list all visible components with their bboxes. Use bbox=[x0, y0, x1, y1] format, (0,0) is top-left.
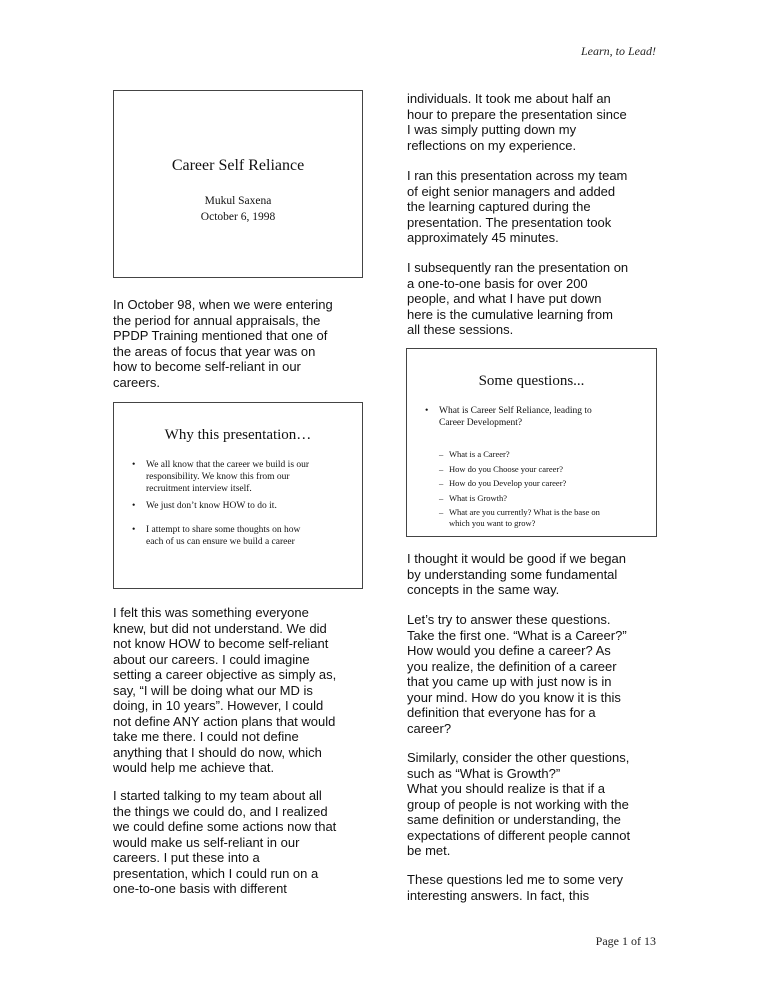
bullet-text: We all know that the career we build is our responsibility. We know this from our recruitment interview itself. bbox=[146, 460, 310, 494]
slide-sub-item bbox=[439, 493, 649, 504]
dash-icon: – bbox=[439, 449, 444, 459]
page-number: Page 1 of 13 bbox=[595, 934, 656, 948]
slide-bullet bbox=[425, 405, 650, 429]
slide-title: Career Self Reliance bbox=[171, 157, 305, 174]
left-paragraph-3: I started talking to my team about all the things we could do, and I realized we could define some actions now that would make us self-reliant in our careers. I put these into a presentation, which I could run on a one-to-one basis with different bbox=[113, 788, 337, 896]
slide-date: October 6, 1998 bbox=[200, 211, 276, 223]
slide-some-questions bbox=[406, 348, 657, 537]
slide-sub-item bbox=[439, 507, 649, 529]
right-paragraph-4: I thought it would be good if we began by understanding some fundamental concepts in the same way. bbox=[407, 551, 626, 597]
bullet-icon: • bbox=[425, 406, 429, 416]
dash-icon: – bbox=[439, 463, 444, 474]
sub-item-text: What is a Career? bbox=[449, 449, 510, 459]
sub-item-text: How do you Develop your career? bbox=[449, 478, 567, 488]
bullet-text: What is Career Self Reliance, leading to Career Development? bbox=[439, 406, 592, 428]
slide-author: Mukul Saxena bbox=[204, 195, 272, 207]
right-paragraph-5: Let’s try to answer these questions. Take the first one. “What is a Career?” How would you define a career? As you realize, the definition of a career that you came up with just now is in your mind. How do you know it is this definition that everyone has for a career? bbox=[407, 612, 627, 736]
dash-icon: – bbox=[439, 507, 444, 517]
sub-item-text: What is Growth? bbox=[449, 492, 508, 503]
dash-icon: – bbox=[439, 492, 444, 503]
left-paragraph-1: In October 98, when we were entering the period for annual appraisals, the PPDP Training mentioned that one of the areas of focus that year was on how to become self-reliant in our careers. bbox=[113, 297, 333, 390]
bullet-icon: • bbox=[132, 460, 136, 470]
right-paragraph-2: I ran this presentation across my team of eight senior managers and added the learning captured during the presentation. The presentation took approximately 45 minutes. bbox=[407, 168, 628, 245]
slide-bullet bbox=[132, 500, 357, 512]
bullet-icon: • bbox=[132, 501, 136, 511]
dash-icon: – bbox=[439, 478, 444, 488]
slide-title-card bbox=[113, 90, 363, 278]
bullet-text: I attempt to share some thoughts on how each of us can ensure we build a career bbox=[146, 525, 301, 547]
slide-bullet-list bbox=[132, 459, 357, 553]
right-paragraph-3: I subsequently ran the presentation on a one-to-one basis for over 200 people, and what I have put down here is the cumulative learning from all these sessions. bbox=[407, 260, 629, 337]
left-paragraph-2: I felt this was something everyone knew, but did not understand. We did not know HOW to become self-reliant about our careers. I could imagine setting a career objective as simply as, say, “I will be doing what our MD is doing, in 10 years”. However, I could not define ANY action plans that would take me there. I could not define anything that I should do now, which would help me achieve that. bbox=[113, 605, 337, 775]
slide-title: Why this presentation… bbox=[164, 427, 312, 443]
slide-sub-item bbox=[439, 464, 649, 475]
slide-sub-list bbox=[439, 449, 649, 533]
slide-bullet bbox=[132, 459, 357, 495]
sub-item-text: How do you Choose your career? bbox=[449, 463, 564, 474]
slide-bullet bbox=[132, 524, 357, 548]
right-paragraph-7: These questions led me to some very interesting answers. In fact, this bbox=[407, 872, 624, 903]
running-header: Learn, to Lead! bbox=[581, 44, 656, 58]
slide-why-this-presentation bbox=[113, 402, 363, 589]
bullet-text: We just don’t know HOW to do it. bbox=[146, 501, 277, 511]
slide-sub-item bbox=[439, 478, 649, 489]
slide-bullet-list bbox=[425, 405, 650, 434]
bullet-icon: • bbox=[132, 525, 136, 535]
right-paragraph-6: Similarly, consider the other questions, such as “What is Growth?” What you should realize is that if a group of people is not working with the same definition or understanding, the expectations of different people cannot be met. bbox=[407, 750, 631, 858]
sub-item-text: What are you currently? What is the base on which you want to grow? bbox=[449, 507, 600, 528]
slide-title: Some questions... bbox=[478, 373, 585, 389]
slide-sub-item bbox=[439, 449, 649, 460]
right-paragraph-1: individuals. It took me about half an hour to prepare the presentation since I was simply putting down my reflections on my experience. bbox=[407, 91, 627, 153]
